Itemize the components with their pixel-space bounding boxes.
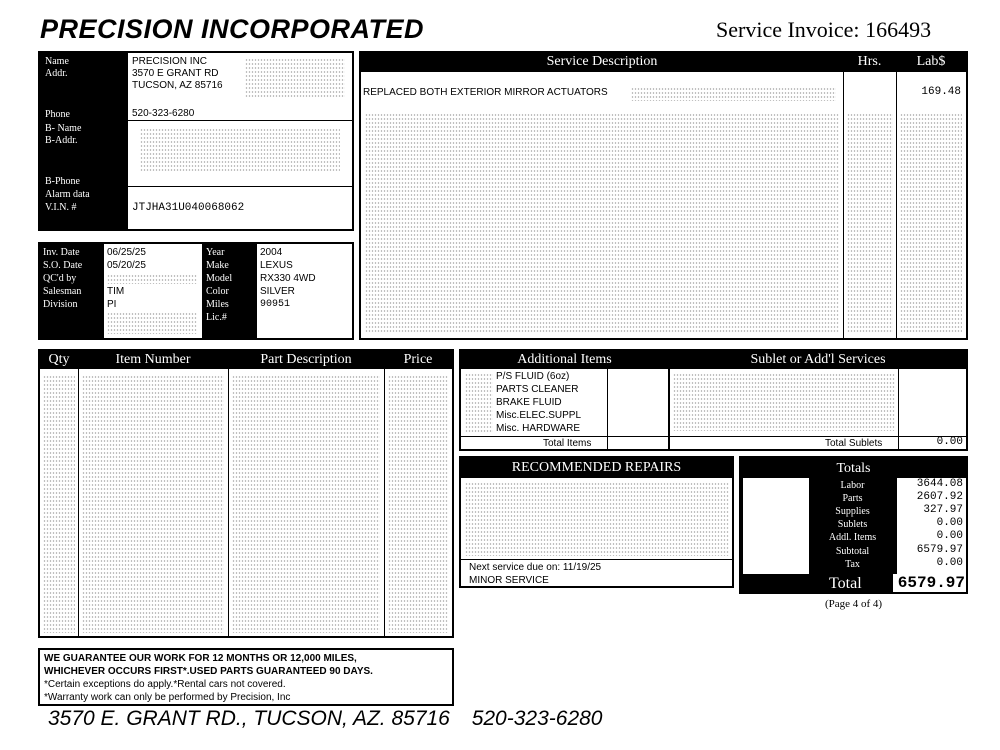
label-name: Name — [45, 56, 69, 67]
additional-item: Misc.ELEC.SUPPL — [496, 410, 582, 421]
label-addr: Addr. — [45, 68, 68, 79]
footer-street: 3570 E. GRANT RD., TUCSON, AZ. 85716 — [48, 707, 450, 730]
label-lic: Lic.# — [206, 312, 227, 323]
grand-total-label: Total — [829, 575, 862, 592]
service-type: MINOR SERVICE — [469, 575, 549, 586]
total-sublets-value: 0.00 — [936, 436, 963, 448]
service-hrs-header: Hrs. — [857, 54, 882, 69]
parts-price-header: Price — [403, 352, 433, 367]
totals-label: Labor — [840, 480, 865, 491]
parts-item-header: Item Number — [115, 352, 191, 367]
totals-value: 3644.08 — [916, 478, 963, 490]
totals-value: 6579.97 — [916, 544, 963, 556]
service-desc-header: Service Description — [546, 54, 658, 69]
total-items-label: Total Items — [543, 438, 592, 449]
vehicle-miles: 90951 — [260, 299, 291, 310]
vehicle-color: SILVER — [260, 286, 295, 297]
sublet-header: Sublet or Add'l Services — [750, 352, 886, 367]
label-model: Model — [206, 273, 233, 284]
parts-desc-header: Part Description — [260, 352, 352, 367]
totals-label: Parts — [842, 493, 863, 504]
invoice-number: 166493 — [865, 17, 932, 42]
footer-phone: 520-323-6280 — [471, 707, 603, 730]
additional-box — [459, 349, 968, 451]
guarantee-box — [38, 648, 454, 706]
company-title: PRECISION INCORPORATED — [40, 14, 425, 44]
grand-total-value: 6579.97 — [897, 574, 965, 592]
salesman: TIM — [107, 286, 125, 297]
label-miles: Miles — [206, 299, 229, 310]
guarantee-line: *Certain exceptions do apply.*Rental cars not covered. — [44, 679, 286, 690]
service-box — [359, 51, 968, 340]
label-color: Color — [206, 286, 229, 297]
guarantee-line: WHICHEVER OCCURS FIRST*.USED PARTS GUARANTEED 90 DAYS. — [44, 666, 373, 677]
totals-value: 327.97 — [923, 504, 963, 516]
guarantee-line: *Warranty work can only be performed by Precision, Inc — [44, 692, 291, 703]
parts-box — [38, 349, 454, 638]
invoice-label: Service Invoice: — [716, 17, 860, 42]
parts-qty-header: Qty — [48, 352, 70, 367]
label-make: Make — [206, 260, 229, 271]
invoice-title — [716, 17, 931, 43]
additional-header: Additional Items — [517, 352, 612, 367]
next-service: Next service due on: 11/19/25 — [469, 562, 602, 573]
footer-address — [48, 707, 602, 731]
totals-value: 0.00 — [936, 557, 963, 569]
label-salesman: Salesman — [43, 286, 82, 297]
additional-item: Misc. HARDWARE — [496, 423, 581, 434]
additional-item: P/S FLUID (6oz) — [496, 371, 570, 382]
service-labor-header: Lab$ — [916, 54, 946, 69]
recommended-box — [459, 456, 734, 588]
totals-label: Addl. Items — [828, 532, 877, 543]
label-phone: Phone — [45, 109, 70, 120]
label-baddr: B-Addr. — [45, 135, 78, 146]
customer-addr1: 3570 E GRANT RD — [132, 68, 219, 79]
page-indicator: (Page 4 of 4) — [824, 598, 883, 610]
totals-value: 0.00 — [936, 517, 963, 529]
totals-label: Supplies — [835, 506, 870, 517]
label-alarm: Alarm data — [45, 189, 90, 200]
customer-vin: JTJHA31U040068062 — [132, 202, 245, 214]
customer-box — [38, 51, 354, 231]
customer-name: PRECISION INC — [132, 56, 208, 67]
division: PI — [107, 299, 117, 310]
total-sublets-label: Total Sublets — [825, 438, 883, 449]
label-vin: V.I.N. # — [45, 202, 77, 213]
service-line-desc: REPLACED BOTH EXTERIOR MIRROR ACTUATORS — [363, 87, 608, 98]
customer-phone: 520-323-6280 — [132, 108, 195, 119]
customer-addr2: TUCSON, AZ 85716 — [132, 80, 223, 91]
additional-item: PARTS CLEANER — [496, 384, 579, 395]
service-line-labor: 169.48 — [921, 86, 961, 98]
totals-label: Tax — [845, 559, 860, 570]
label-bphone: B-Phone — [45, 176, 80, 187]
label-qcd: QC'd by — [43, 273, 77, 284]
totals-header: Totals — [836, 461, 871, 476]
totals-label: Subtotal — [835, 546, 870, 557]
totals-box — [739, 456, 968, 594]
vehicle-year: 2004 — [260, 247, 283, 258]
label-so-date: S.O. Date — [43, 260, 83, 271]
recommended-header: RECOMMENDED REPAIRS — [511, 460, 682, 475]
label-inv-date: Inv. Date — [43, 247, 80, 258]
inv-date: 06/25/25 — [107, 247, 146, 258]
totals-value: 2607.92 — [916, 491, 963, 503]
totals-value: 0.00 — [936, 530, 963, 542]
so-date: 05/20/25 — [107, 260, 146, 271]
label-bname: B- Name — [45, 123, 82, 134]
vehicle-model: RX330 4WD — [260, 273, 316, 284]
guarantee-line: WE GUARANTEE OUR WORK FOR 12 MONTHS OR 12,000 MILES, — [44, 653, 357, 664]
label-division: Division — [43, 299, 78, 310]
label-year: Year — [206, 247, 225, 258]
vehicle-make: LEXUS — [260, 260, 293, 271]
vehicle-box — [38, 242, 354, 340]
additional-item: BRAKE FLUID — [496, 397, 562, 408]
totals-label: Sublets — [837, 519, 868, 530]
